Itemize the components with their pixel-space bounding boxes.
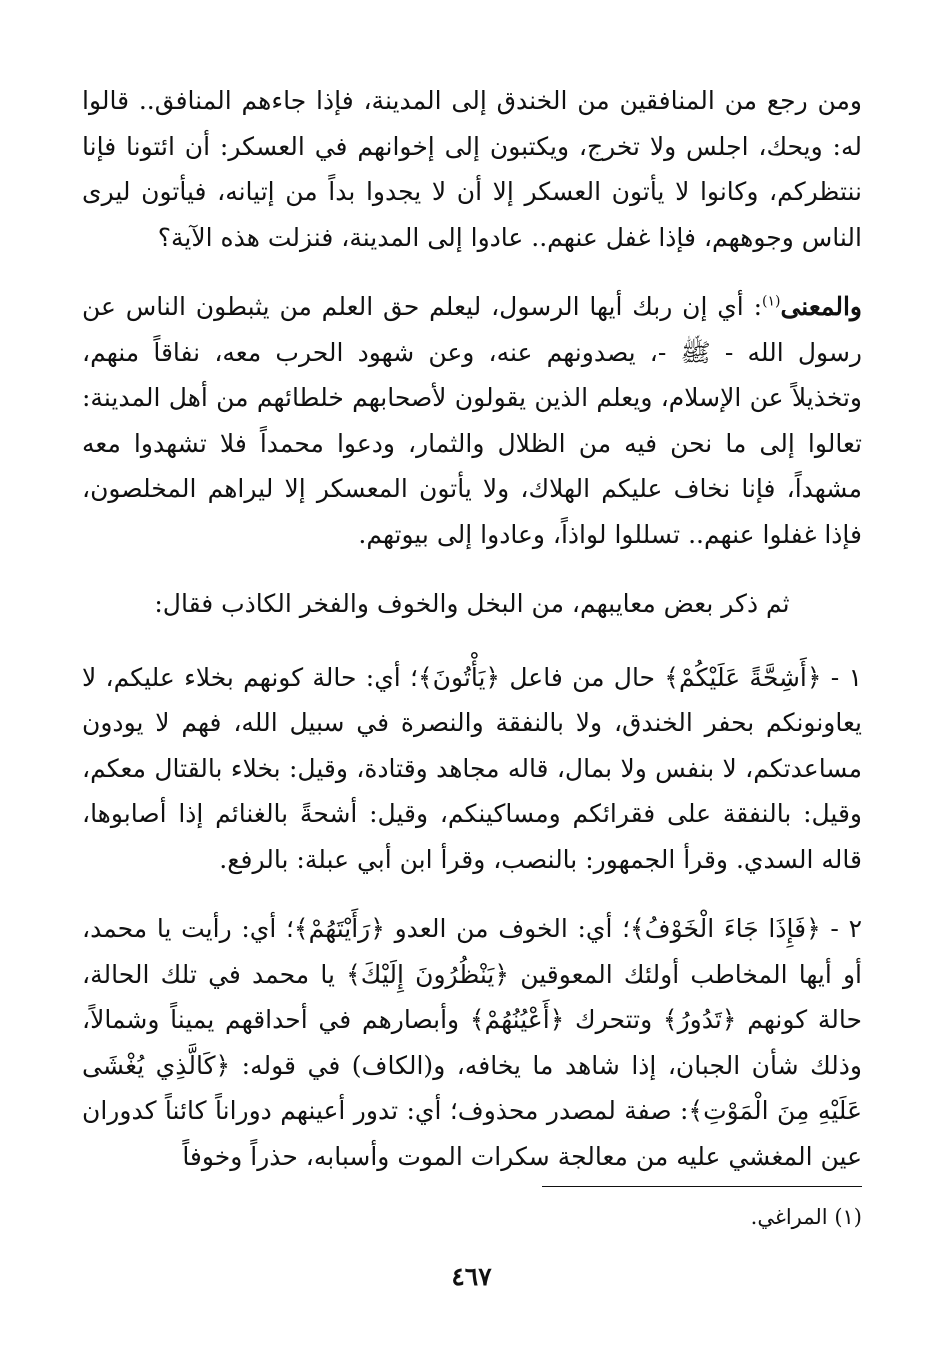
paragraph-2 <box>82 284 862 557</box>
paragraph-2-text: : أي إن ربك أيها الرسول، ليعلم حق العلم من يثبطون الناس عن رسول الله - ﷺ -، يصدونهم عنه، وعن شهود الحرب معه، نفاقاً منهم، وتخذيلاً عن الإسلام، ويعلم الذين يقولون لأصحابهم خلطائهم من أهل المدينة: تعالوا إلى ما نحن فيه من الظلال والثمار، ودعوا محمداً فلا تشهدوا معه مشهداً، فإنا نخاف عليكم الهلاك، ولا يأتون المعسكر إلا ليراهم المخلصون، فإذا غفلوا عنهم.. تسللوا لواذاً، وعادوا إلى بيوتهم. <box>82 292 862 549</box>
page-body <box>82 78 862 1203</box>
paragraph-3: ثم ذكر بعض معايبهم، من البخل والخوف والفخر الكاذب فقال: <box>154 589 790 618</box>
footnote-separator <box>542 1186 862 1187</box>
paragraph-5: ٢ - ﴿فَإِذَا جَاءَ الْخَوْفُ﴾؛ أي: الخوف من العدو ﴿رَأَيْتَهُمْ﴾؛ أي: رأيت يا محمد، أو أيها المخاطب أولئك المعوقين ﴿يَنْظُرُونَ إِلَيْكَ﴾ يا محمد في تلك الحالة، حالة كونهم ﴿تَدُورُ﴾ وتتحرك ﴿أَعْيُنُهُمْ﴾ وأبصارهم في أحداقهم يميناً وشمالاً، وذلك شأن الجبان، إذا شاهد ما يخافه، و(الكاف) في قوله: ﴿كَالَّذِي يُغْشَى عَلَيْهِ مِنَ الْمَوْتِ﴾: صفة لمصدر محذوف؛ أي: تدور أعينهم دوراناً كائناً كدوران عين المغشي عليه من معالجة سكرات الموت وأسبابه، حذراً وخوفاً <box>82 914 862 1171</box>
footnote-text: المراغي. <box>750 1205 828 1229</box>
page-number: ٤٦٧ <box>451 1262 492 1291</box>
footnote-reference[interactable]: (١) <box>762 293 781 310</box>
paragraph-1: ومن رجع من المنافقين من الخندق إلى المدينة، فإذا جاءهم المنافق.. قالوا له: ويحك، اجلس ولا تخرج، ويكتبون إلى إخوانهم في العسكر: أن ائتونا فإنا ننتظركم، وكانوا لا يأتون العسكر إلا أن لا يجدوا بداً من إتيانه، فيأتون ليرى الناس وجوههم، فإذا غفل عنهم.. عادوا إلى المدينة، فنزلت هذه الآية؟ <box>82 86 862 252</box>
footnote-marker: (١) <box>834 1205 862 1229</box>
paragraph-2-lead: والمعنى <box>780 292 862 321</box>
footnote <box>542 1202 862 1232</box>
paragraph-4: ١ - ﴿أَشِحَّةً عَلَيْكُمْ﴾ حال من فاعل ﴿يَأْتُونَ﴾؛ أي: حالة كونهم بخلاء عليكم، لا يعاونونكم بحفر الخندق، ولا بالنفقة والنصرة في سبيل الله، فهم لا يودون مساعدتكم، لا بنفس ولا بمال، قاله مجاهد وقتادة، وقيل: بخلاء بالقتال معكم، وقيل: بالنفقة على فقرائكم ومساكينكم، وقيل: أشحةً بالغنائم إذا أصابوها، قاله السدي. وقرأ الجمهور: بالنصب، وقرأ ابن أبي عبلة: بالرفع. <box>82 662 862 874</box>
